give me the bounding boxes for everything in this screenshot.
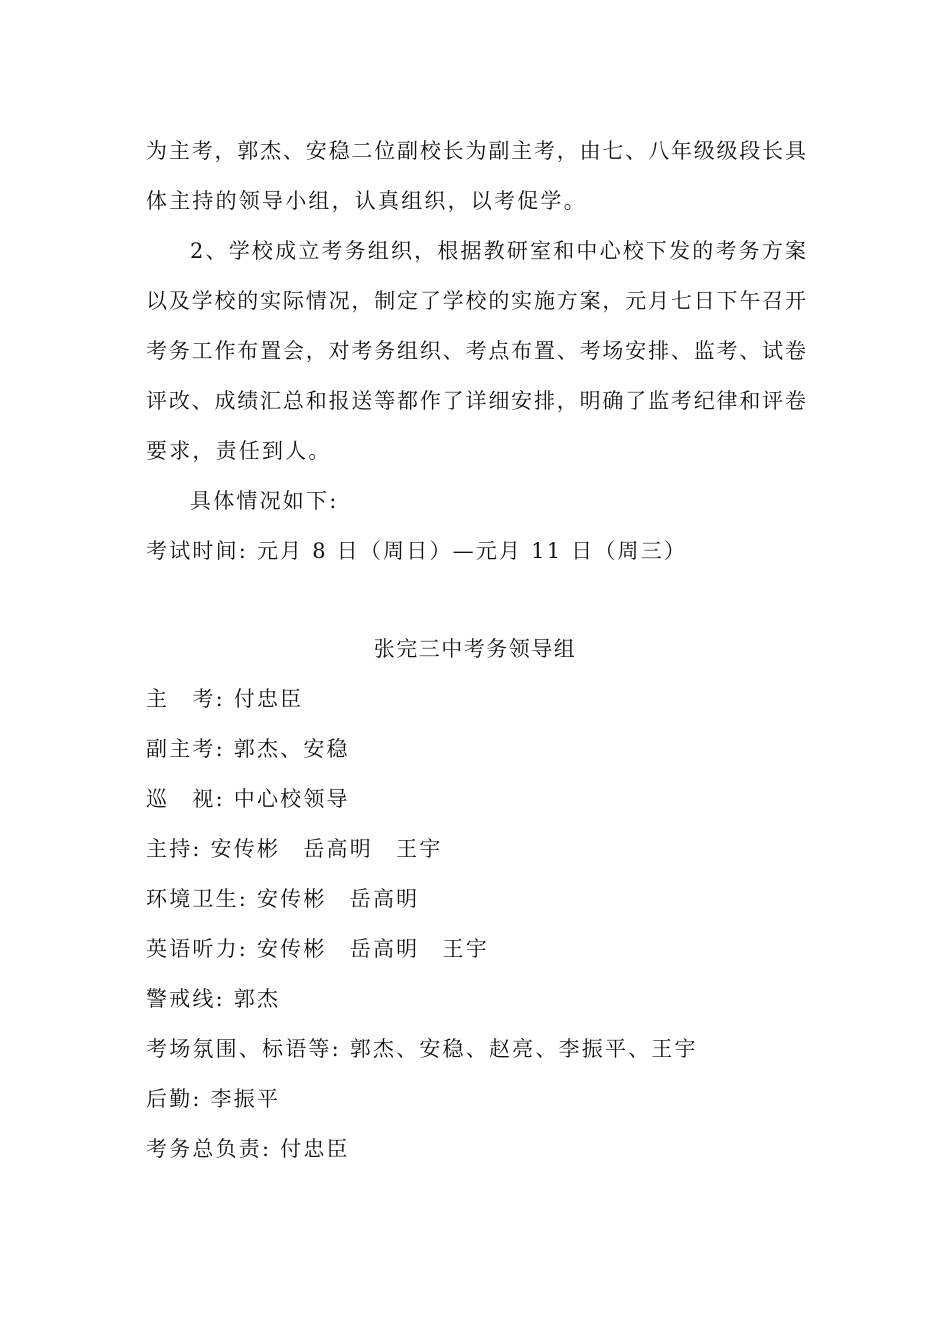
paragraph-1-line-2: 体主持的领导小组，认真组织，以考促学。 — [146, 189, 587, 213]
paragraph-2-line-2: 以及学校的实际情况，制定了学校的实施方案，元月七日下午召开 — [146, 289, 806, 313]
paragraph-2-line-1: 2、学校成立考务组织，根据教研室和中心校下发的考务方案 — [190, 239, 806, 263]
deputy-examiner-row: 副主考: 郭杰、安稳 — [146, 737, 350, 761]
paragraph-2-line-4: 评改、成绩汇总和报送等都作了详细安排，明确了监考纪律和评卷 — [146, 389, 806, 413]
english-listening-row: 英语听力: 安传彬 岳高明 王宇 — [146, 937, 489, 961]
cordon-row: 警戒线: 郭杰 — [146, 987, 281, 1011]
paragraph-2-line-3: 考务工作布置会，对考务组织、考点布置、考场安排、监考、试卷 — [146, 339, 806, 363]
exam-time: 考试时间: 元月 8 日（周日）—元月 11 日（周三） — [146, 539, 688, 563]
environment-hygiene-row: 环境卫生: 安传彬 岳高明 — [146, 887, 420, 911]
exam-atmosphere-row: 考场氛围、标语等: 郭杰、安稳、赵亮、李振平、王宇 — [146, 1037, 698, 1061]
paragraph-2-line-5: 要求，责任到人。 — [146, 439, 332, 463]
leadership-group-title: 张完三中考务领导组 — [373, 637, 577, 661]
logistics-row: 后勤: 李振平 — [146, 1087, 281, 1111]
host-row: 主持: 安传彬 岳高明 王宇 — [146, 837, 443, 861]
paragraph-1-line-1: 为主考，郭杰、安稳二位副校长为副主考，由七、八年级级段长具 — [146, 139, 806, 163]
chief-examiner-row: 主 考: 付忠臣 — [146, 687, 304, 711]
details-intro: 具体情况如下: — [190, 489, 339, 513]
exam-general-manager-row: 考务总负责: 付忠臣 — [146, 1137, 350, 1161]
inspection-row: 巡 视: 中心校领导 — [146, 787, 350, 811]
